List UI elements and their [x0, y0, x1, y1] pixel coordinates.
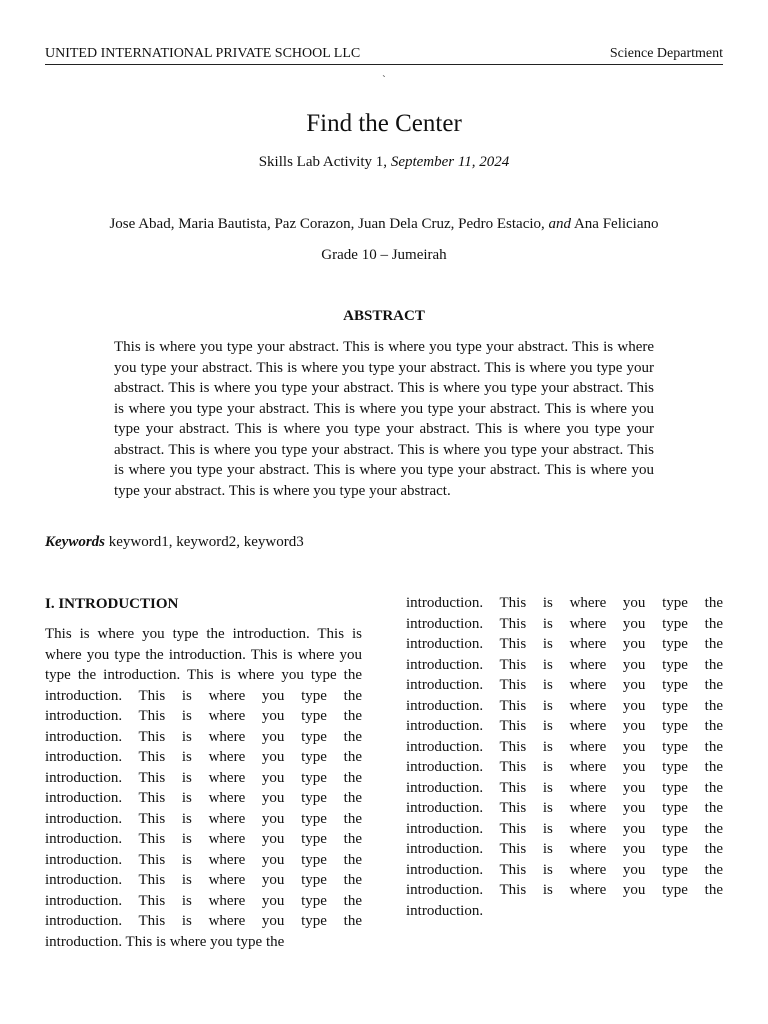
author-conjunction: and: [548, 216, 572, 232]
department-name: Science Department: [609, 46, 723, 61]
page-header: [45, 45, 723, 65]
introduction-left-column: This is where you type the introduction. This is where you type the introduction. This is where you type the introduction. This is where you type the introduction. This is where you type the introduction. This is where you type the introduction. This is where you type the introduction. This is where you type the introduction. This is where you type the introduction. This is where you type the introduction. This is where you type the introduction. This is where you type the introduction. This is where you type the introduction. This is where you type the introduction. This is where you type the introduction. This is where you type the introduction. This is where you type the: [45, 626, 362, 950]
keywords-line: [45, 532, 304, 552]
grade-section: Grade 10 – Jumeirah: [321, 247, 447, 263]
abstract-heading: ABSTRACT: [343, 308, 425, 324]
author-last: Ana Feliciano: [571, 216, 659, 232]
abstract-body: This is where you type your abstract. This is where you type your abstract. This is where you type your abstract. This is where you type your abstract. This is where you type your abstract. This is where you type your abstract. This is where you type your abstract. This is where you type your abstract. This is where you type your abstract. This is where you type your abstract. This is where you type your abstract. This is where you type your abstract. This is where you type your abstract. This is where you type your abstract. This is where you type your abstract. This is where you type your abstract. This is where you type your abstract. This is where you type your abstract.: [114, 339, 654, 499]
activity-date: September 11, 2024: [390, 154, 510, 170]
stray-mark: `: [382, 74, 386, 86]
activity-label: Skills Lab Activity 1,: [258, 154, 391, 170]
author-names: Jose Abad, Maria Bautista, Paz Corazon, Juan Dela Cruz, Pedro Estacio,: [109, 216, 549, 232]
introduction-heading: I. INTRODUCTION: [45, 596, 179, 612]
school-name: UNITED INTERNATIONAL PRIVATE SCHOOL LLC: [45, 46, 361, 61]
paper-title: Find the Center: [306, 110, 462, 137]
introduction-right-column: introduction. This is where you type the introduction. This is where you type the introduction. This is where you type the introduction. This is where you type the introduction. This is where you type the introduction. This is where you type the introduction. This is where you type the introduction. This is where you type the introduction. This is where you type the introduction. This is where you type the introduction. This is where you type the introduction. This is where you type the introduction. This is where you type the introduction. This is where you type the introduction. This is where you type the introduction.: [406, 595, 723, 919]
author-list: [0, 214, 768, 234]
keywords-label: Keywords: [45, 534, 105, 550]
keywords-values: keyword1, keyword2, keyword3: [105, 534, 304, 550]
paper-subtitle: [0, 152, 768, 172]
